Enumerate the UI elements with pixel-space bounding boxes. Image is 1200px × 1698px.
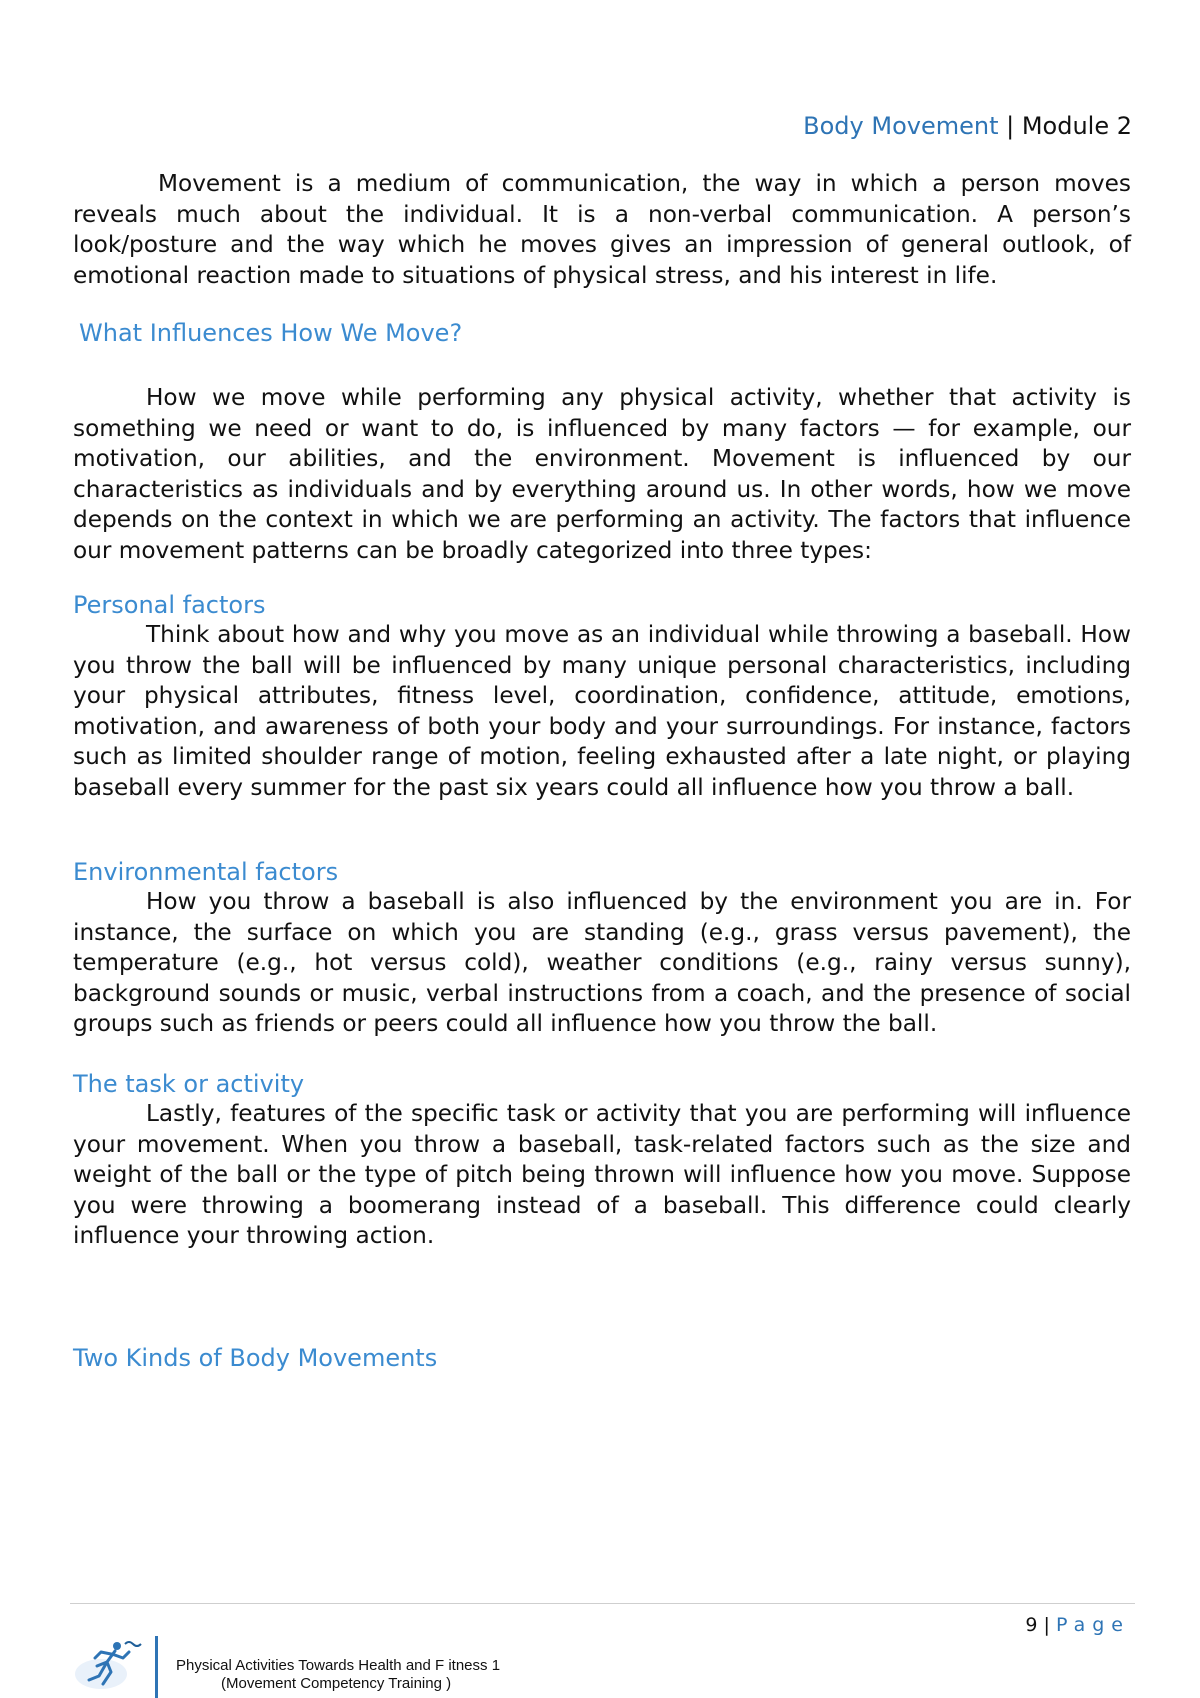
- heading-personal: Personal factors: [73, 591, 266, 619]
- section-influences-body: [73, 383, 1131, 566]
- paragraph-task: Lastly, features of the specific task or activity that you are performing will influence your movement. When you throw a baseball, task-related factors such as the size and weight of the ball or the type of pitch being thrown will influence how you move. Suppose you were throwing a boomerang instead of a baseball. This difference could clearly influence your throwing action.: [73, 1100, 1131, 1249]
- footer-divider: [70, 1603, 1135, 1604]
- heading-environmental: Environmental factors: [73, 858, 339, 886]
- footer-line2: (Movement Competency Training ): [221, 1675, 452, 1692]
- section-influences: [73, 318, 1131, 348]
- header-module: Module 2: [1021, 112, 1132, 140]
- section-environmental: [73, 857, 1131, 1040]
- intro-paragraph: Movement is a medium of communication, the way in which a person moves reveals much about the individual. It is a non-verbal communication. A person’s look/posture and the way which he moves gives an impression of general outlook, of emotional reaction made to situations of physical stress, and his interest in life.: [73, 170, 1131, 289]
- section-two-kinds: [73, 1343, 1131, 1373]
- intro-block: [73, 169, 1131, 291]
- footer-accent-bar: [155, 1636, 158, 1698]
- page-header: [803, 112, 1132, 140]
- page-number-separator: |: [1037, 1614, 1056, 1636]
- paragraph-influences: How we move while performing any physical activity, whether that activity is something we need or want to do, is influenced by many factors — for example, our motivation, our abilities, and the environment. Movement is influenced by our characteristics as individuals and by everything around us. In other words, how we move depends on the context in which we are performing an activity. The factors that influence our movement patterns can be broadly categorized into three types:: [73, 384, 1131, 564]
- header-separator: |: [998, 112, 1022, 140]
- section-personal: [73, 590, 1131, 803]
- heading-task: The task or activity: [73, 1070, 305, 1098]
- page-label: Page: [1056, 1614, 1130, 1636]
- footer-line1: Physical Activities Towards Health and F itness 1: [176, 1657, 501, 1674]
- paragraph-personal: Think about how and why you move as an individual while throwing a baseball. How you throw the ball will be influenced by many unique personal characteristics, including your physical attributes, fitness level, coordination, confidence, attitude, emotions, motivation, and awareness of both your body and your surroundings. For instance, factors such as limited shoulder range of motion, feeling exhausted after a late night, or playing baseball every summer for the past six years could all influence how you throw a ball.: [73, 621, 1131, 801]
- section-task: [73, 1069, 1131, 1252]
- paragraph-environmental: How you throw a baseball is also influenced by the environment you are in. For instance, the surface on which you are standing (e.g., grass versus pavement), the temperature (e.g., hot versus cold), weather conditions (e.g., rainy versus sunny), background sounds or music, verbal instructions from a coach, and the presence of social groups such as friends or peers could all influence how you throw the ball.: [73, 888, 1131, 1037]
- page-number: [1025, 1614, 1130, 1636]
- heading-influences: What Influences How We Move?: [79, 319, 463, 347]
- heading-two-kinds: Two Kinds of Body Movements: [73, 1344, 438, 1372]
- header-title: Body Movement: [803, 112, 999, 140]
- footer-course-title: [176, 1657, 500, 1693]
- runner-logo-icon: [71, 1636, 143, 1694]
- page-number-value: 9: [1025, 1614, 1038, 1636]
